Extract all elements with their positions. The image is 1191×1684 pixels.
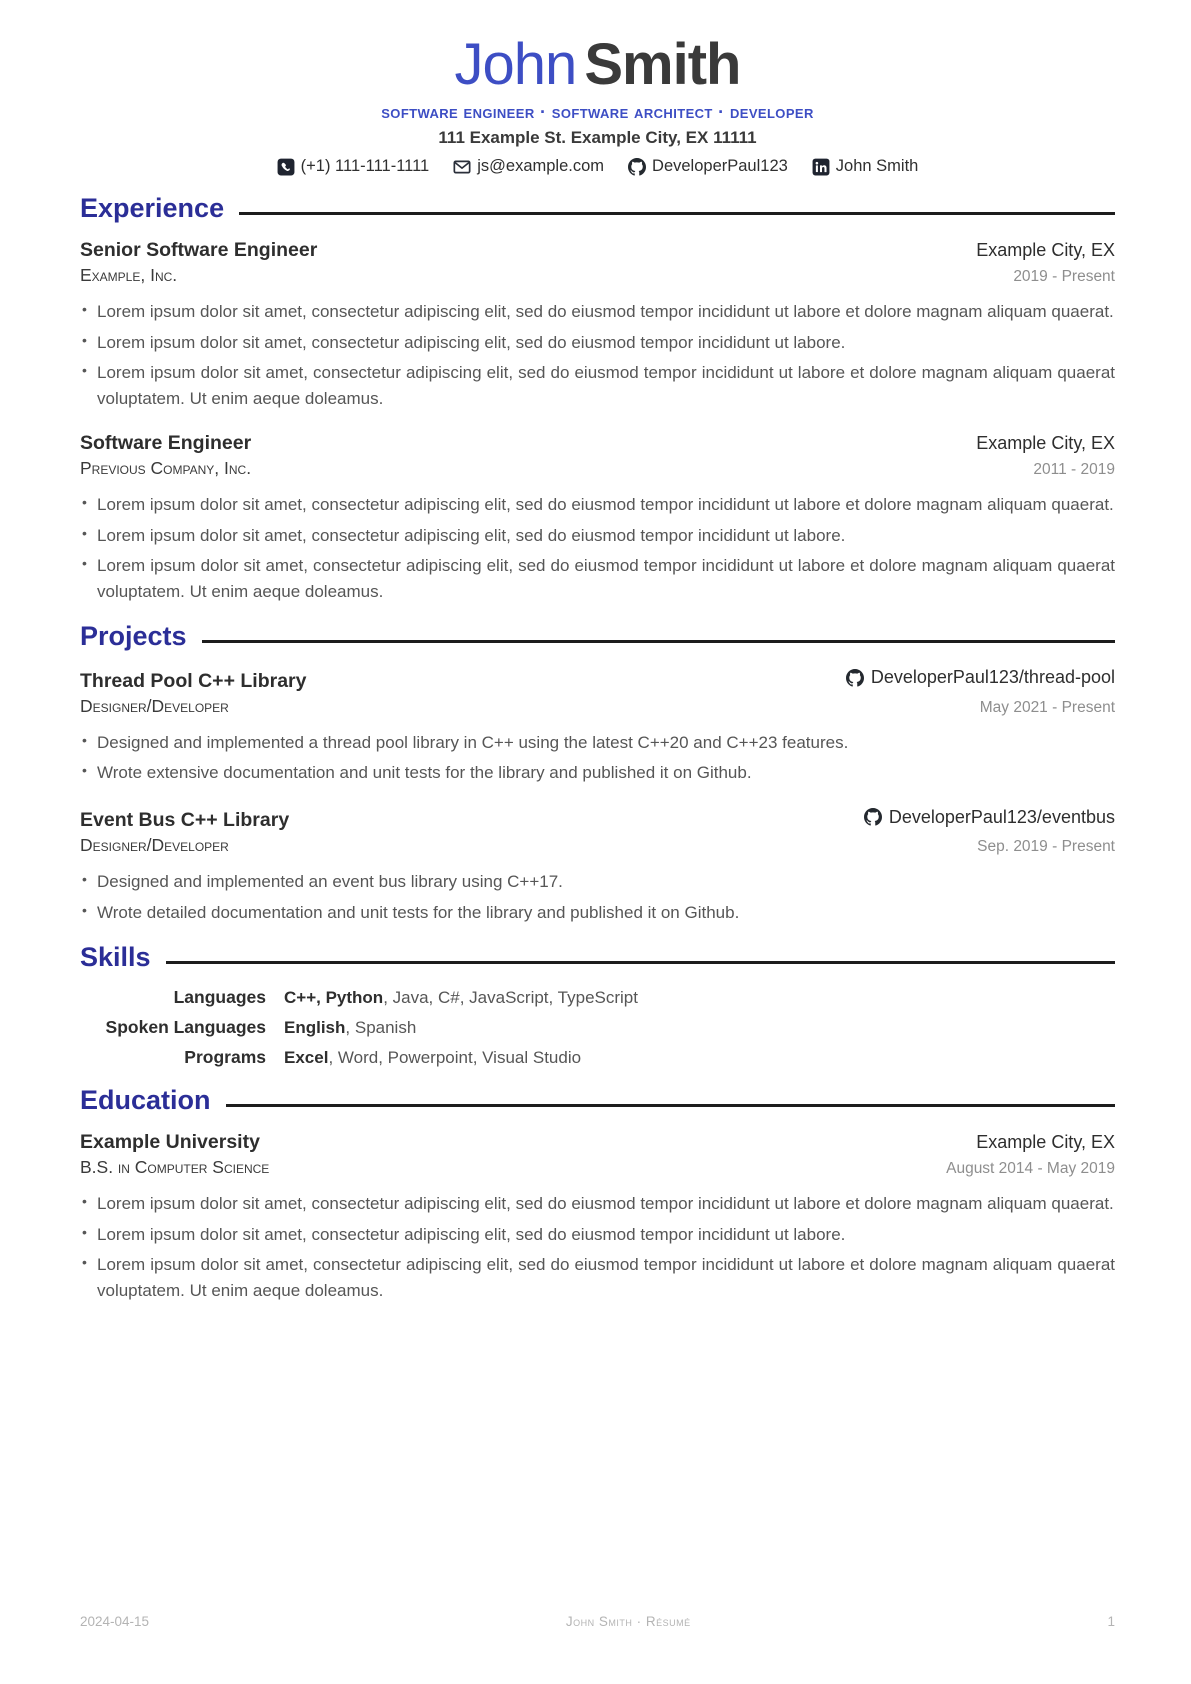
- contact-linkedin-text: John Smith: [835, 157, 919, 175]
- skill-values-rest: , Spanish: [345, 1018, 417, 1038]
- section-experience-title: Experience: [80, 193, 225, 223]
- bullet-item: • Lorem ipsum dolor sit amet, consectetur adipiscing elit, sed do eiusmod tempor incididunt ut labore.: [80, 1222, 1115, 1248]
- project-dates: Sep. 2019 - Present: [977, 838, 1115, 856]
- project-entry: [80, 667, 1115, 786]
- section-projects: [80, 621, 1115, 925]
- skills-table: [80, 987, 1115, 1068]
- project-repo-link[interactable]: [846, 667, 1115, 688]
- person-name: [80, 32, 1115, 97]
- section-experience: [80, 193, 1115, 604]
- education-bullets: [80, 1191, 1115, 1303]
- skill-values: [266, 1048, 581, 1068]
- project-title: Event Bus C++ Library: [80, 809, 290, 832]
- job-location: Example City, EX: [976, 240, 1115, 261]
- section-projects-head: [80, 621, 1115, 652]
- section-education-head: [80, 1085, 1115, 1116]
- github-icon: [628, 158, 646, 176]
- skill-values-rest: , Java, C#, JavaScript, TypeScript: [383, 988, 638, 1008]
- section-education: [80, 1085, 1115, 1303]
- skill-values: [266, 1018, 416, 1038]
- bullet-item: • Lorem ipsum dolor sit amet, consectetur adipiscing elit, sed do eiusmod tempor incididunt ut labore et dolore magnam aliquam quaerat.: [80, 1191, 1115, 1217]
- last-name: Smith: [584, 32, 741, 97]
- section-rule: [202, 640, 1115, 643]
- project-repo-text: DeveloperPaul123/thread-pool: [870, 667, 1115, 688]
- company-name: Previous Company, Inc.: [80, 458, 252, 479]
- project-title: Thread Pool C++ Library: [80, 669, 307, 692]
- section-education-title: Education: [80, 1085, 211, 1116]
- contact-github-text: DeveloperPaul123: [652, 157, 788, 175]
- experience-entry: [80, 432, 1115, 604]
- bullet-item: • Lorem ipsum dolor sit amet, consectetur adipiscing elit, sed do eiusmod tempor incididunt ut labore et dolore magnam aliquam quaerat voluptatem. Ut enim aeque doleamus.: [80, 360, 1115, 411]
- education-dates: August 2014 - May 2019: [946, 1160, 1115, 1178]
- address-line: 111 Example St. Example City, EX 11111: [438, 128, 757, 147]
- tagline-text: software engineer · software architect · developer: [381, 102, 814, 122]
- school-location: Example City, EX: [976, 1132, 1115, 1153]
- contact-github[interactable]: [628, 157, 788, 176]
- skill-row: [80, 987, 1115, 1008]
- skill-values-bold: C++, Python: [284, 988, 384, 1008]
- footer-title: John Smith · Résumé: [565, 1614, 691, 1629]
- email-icon: [453, 158, 471, 176]
- job-title: Software Engineer: [80, 432, 252, 455]
- contact-phone[interactable]: [277, 157, 430, 176]
- section-experience-head: [80, 193, 1115, 224]
- bullet-item: • Lorem ipsum dolor sit amet, consectetur adipiscing elit, sed do eiusmod tempor incididunt ut labore et dolore magnam aliquam quaerat.: [80, 492, 1115, 518]
- project-entry: [80, 807, 1115, 926]
- github-icon: [846, 669, 864, 687]
- school-name: Example University: [80, 1131, 260, 1154]
- skill-row: [80, 1017, 1115, 1038]
- contact-email[interactable]: [453, 157, 604, 176]
- section-rule: [166, 961, 1115, 964]
- bullet-item: • Lorem ipsum dolor sit amet, consectetur adipiscing elit, sed do eiusmod tempor incididunt ut labore et dolore magnam aliquam quaerat voluptatem. Ut enim aeque doleamus.: [80, 553, 1115, 604]
- job-dates: 2019 - Present: [1013, 268, 1115, 286]
- bullet-item: • Designed and implemented an event bus library using C++17.: [80, 869, 1115, 895]
- experience-entry: [80, 239, 1115, 411]
- project-role: Designer/Developer: [80, 695, 229, 716]
- linkedin-icon: [812, 158, 830, 176]
- section-rule: [239, 212, 1115, 215]
- contact-phone-text: (+1) 111-111-1111: [300, 157, 430, 175]
- bullet-item: • Designed and implemented a thread pool library in C++ using the latest C++20 and C++23 features.: [80, 730, 1115, 756]
- skill-values-bold: Excel: [284, 1048, 329, 1068]
- skill-values-rest: , Word, Powerpoint, Visual Studio: [328, 1048, 582, 1068]
- skill-label: Programs: [184, 1047, 266, 1068]
- contact-email-text: js@example.com: [477, 157, 605, 175]
- job-dates: 2011 - 2019: [1033, 461, 1115, 479]
- project-role: Designer/Developer: [80, 835, 229, 856]
- resume-header: [80, 32, 1115, 176]
- skill-values: [266, 988, 638, 1008]
- company-name: Example, Inc.: [80, 265, 178, 286]
- bullet-item: • Wrote extensive documentation and unit tests for the library and published it on Github.: [80, 760, 1115, 786]
- skill-row: [80, 1047, 1115, 1068]
- project-dates: May 2021 - Present: [979, 698, 1115, 716]
- phone-icon: [277, 158, 295, 176]
- education-entry: [80, 1131, 1115, 1303]
- project-bullets: [80, 730, 1115, 786]
- section-skills: [80, 942, 1115, 1068]
- job-title: Senior Software Engineer: [80, 239, 318, 262]
- footer-page-number: 1: [1107, 1614, 1115, 1629]
- section-skills-head: [80, 942, 1115, 973]
- first-name: John: [454, 32, 577, 97]
- contact-row: [80, 157, 1115, 176]
- bullet-item: • Wrote detailed documentation and unit tests for the library and published it on Github.: [80, 900, 1115, 926]
- github-icon: [864, 808, 882, 826]
- job-bullets: [80, 299, 1115, 411]
- bullet-item: • Lorem ipsum dolor sit amet, consectetur adipiscing elit, sed do eiusmod tempor incididunt ut labore.: [80, 330, 1115, 356]
- page-footer: [80, 1614, 1115, 1629]
- skill-label: Spoken Languages: [105, 1017, 266, 1038]
- skill-label: Languages: [173, 987, 266, 1008]
- contact-linkedin[interactable]: [812, 157, 919, 176]
- project-repo-text: DeveloperPaul123/eventbus: [888, 806, 1115, 827]
- section-projects-title: Projects: [80, 621, 187, 652]
- project-repo-link[interactable]: [864, 807, 1115, 828]
- section-skills-title: Skills: [80, 942, 151, 973]
- job-bullets: [80, 492, 1115, 604]
- degree: B.S. in Computer Science: [80, 1157, 270, 1178]
- tagline: [80, 102, 1115, 123]
- skill-values-bold: English: [284, 1018, 346, 1038]
- bullet-item: • Lorem ipsum dolor sit amet, consectetur adipiscing elit, sed do eiusmod tempor incididunt ut labore et dolore magnam aliquam quaerat.: [80, 299, 1115, 325]
- project-bullets: [80, 869, 1115, 925]
- section-rule: [226, 1104, 1115, 1107]
- bullet-item: • Lorem ipsum dolor sit amet, consectetur adipiscing elit, sed do eiusmod tempor incididunt ut labore.: [80, 523, 1115, 549]
- job-location: Example City, EX: [976, 433, 1115, 454]
- footer-date: 2024-04-15: [80, 1614, 150, 1629]
- bullet-item: • Lorem ipsum dolor sit amet, consectetur adipiscing elit, sed do eiusmod tempor incididunt ut labore et dolore magnam aliquam quaerat voluptatem. Ut enim aeque doleamus.: [80, 1252, 1115, 1303]
